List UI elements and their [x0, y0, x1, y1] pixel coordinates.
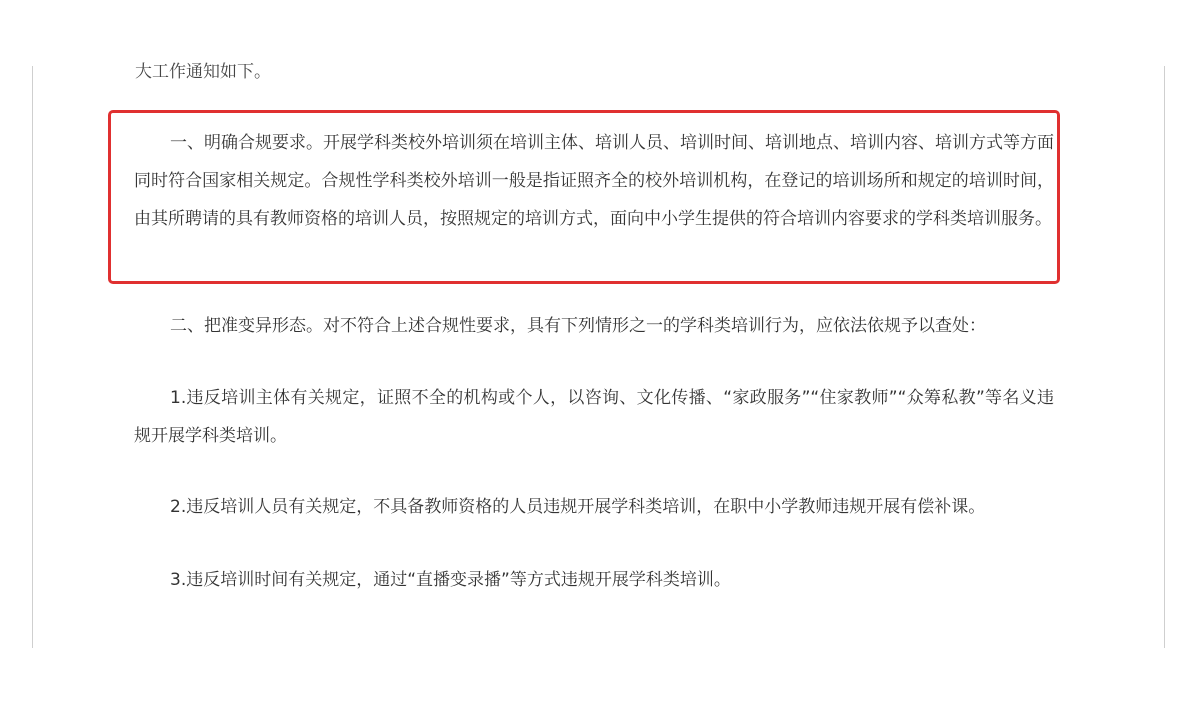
page-right-border: [1164, 66, 1165, 648]
paragraph-compliance-requirements: 一、明确合规要求。开展学科类校外培训须在培训主体、培训人员、培训时间、培训地点、培训内容、培训方式等方面同时符合国家相关规定。合规性学科类校外培训一般是指证照齐全的校外培训机构，在登记的培训场所和规定的培训时间，由其所聘请的具有教师资格的培训人员，按照规定的培训方式，面向中小学生提供的符合培训内容要求的学科类培训服务。: [134, 133, 1054, 229]
page-left-border: [32, 66, 33, 648]
paragraph-variant-forms: 二、把准变异形态。对不符合上述合规性要求，具有下列情形之一的学科类培训行为，应依法依规予以查处：: [170, 316, 986, 336]
clipped-top-text: 大工作通知如下。: [135, 62, 271, 80]
paragraph-item-1: 1.违反培训主体有关规定，证照不全的机构或个人，以咨询、文化传播、“家政服务”“住家教师”“众筹私教”等名义违规开展学科类培训。: [134, 388, 1054, 446]
paragraph-item-3: 3.违反培训时间有关规定，通过“直播变录播”等方式违规开展学科类培训。: [170, 570, 731, 590]
paragraph-item-2: 2.违反培训人员有关规定，不具备教师资格的人员违规开展学科类培训，在职中小学教师违规开展有偿补课。: [170, 497, 986, 517]
clipped-top-line: [135, 56, 535, 80]
